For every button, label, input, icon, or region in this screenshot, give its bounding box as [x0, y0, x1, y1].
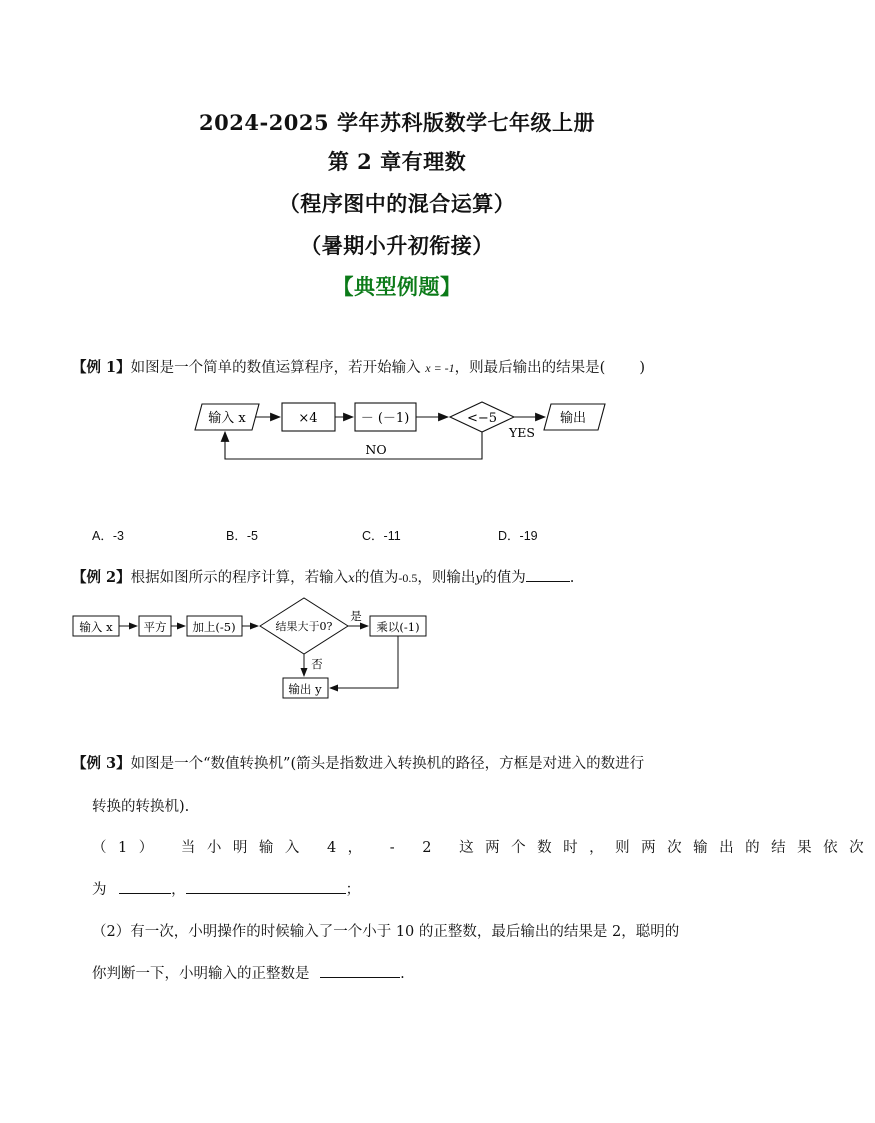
section-heading: 【典型例题】	[332, 274, 462, 299]
ex3-q1-prefix: 为	[92, 882, 107, 898]
ex1-stem-text: 如图是一个简单的数值运算程序，若开始输入	[130, 360, 421, 376]
ex2-stem-d: 的值为	[482, 570, 526, 586]
ex2-no-label: 否	[311, 657, 323, 671]
ex3-line1	[72, 752, 644, 773]
ex2-yes-label: 是	[350, 609, 362, 623]
ex2-var-y: y	[475, 571, 483, 585]
ex2-stem-c: ，则输出	[417, 570, 476, 586]
doc-title: 2024-2025 学年苏科版数学七年级上册	[199, 110, 595, 135]
ex1-flowchart	[0, 390, 794, 520]
ex1-paren-close: )	[639, 360, 645, 376]
ex2-var-x: x	[348, 571, 355, 585]
ex1-op1-label: ×4	[298, 411, 318, 426]
ex2-square-label: 平方	[143, 620, 167, 634]
ex1-output-label: 输出	[559, 411, 587, 426]
ex2-end: .	[569, 570, 575, 586]
ex2-decision-label: 结果大于0?	[275, 620, 333, 633]
ex3-q1-line1: （1） 当小明输入 4， - 2 这两个数时，则两次输出的结果依次	[92, 840, 875, 856]
ex1-input-label: 输入 x	[208, 411, 246, 426]
ex3-answer-blank-3[interactable]	[320, 976, 400, 978]
ex1-option-b[interactable]: B．-5	[226, 529, 258, 543]
ex3-q1-end: ；	[345, 882, 361, 898]
ex3-answer-blank-1[interactable]	[119, 892, 171, 894]
ex1-option-d[interactable]: D．-19	[498, 529, 538, 543]
ex3-answer-blank-2[interactable]	[186, 892, 346, 894]
ex3-line2: 转换的转换机).	[92, 799, 190, 815]
ex1-stem-tail: ，则最后输出的结果是(	[454, 360, 606, 376]
ex1-op2-label: － (－1)	[360, 411, 410, 426]
ex1-no-label: NO	[365, 442, 387, 457]
ex2-answer-blank[interactable]	[526, 580, 570, 582]
ex2-stem-a: 根据如图所示的程序计算，若输入	[130, 570, 349, 586]
ex3-line1-text: 如图是一个“数值转换机”(箭头是指数进入转换机的路径，方框是对进入的数进行	[130, 756, 645, 772]
ex1-yes-label: YES	[509, 425, 535, 440]
ex2-output-label: 输出 y	[288, 682, 322, 696]
ex2-value: -0.5	[398, 571, 418, 585]
ex2-mul-label: 乘以(-1)	[376, 620, 420, 634]
ex2-add-label: 加上(-5)	[192, 620, 236, 634]
ex1-option-a[interactable]: A．-3	[92, 529, 124, 543]
ex1-decision-label: <−5	[466, 411, 498, 426]
ex3-q1-sep: ，	[171, 882, 186, 898]
subtitle: （暑期小升初衔接）	[300, 233, 494, 258]
ex2-flowchart	[0, 592, 794, 702]
ex3-q2-line1: （2）有一次，小明操作的时候输入了一个小于 10 的正整数，最后输出的结果是 2，聪明的	[92, 924, 680, 940]
ex3-tag: 【例 3】	[72, 755, 131, 772]
ex2-tag: 【例 2】	[72, 569, 131, 586]
ex2-stem-b: 的值为	[354, 570, 399, 586]
ex1-stem	[72, 356, 645, 377]
ex1-tag: 【例 1】	[72, 359, 131, 376]
ex1-option-c[interactable]: C．-11	[362, 529, 401, 543]
ex2-input-label: 输入 x	[79, 620, 113, 634]
topic-title: （程序图中的混合运算）	[278, 191, 516, 216]
ex3-q2-end: .	[400, 966, 405, 982]
ex3-q1-line2	[92, 878, 360, 899]
ex3-q2-line2	[92, 962, 405, 983]
ex2-stem	[72, 566, 574, 587]
chapter-title: 第 2 章有理数	[327, 149, 467, 174]
ex1-condition: x = -1	[425, 361, 455, 375]
ex3-q2-text: 你判断一下，小明输入的正整数是	[92, 966, 310, 982]
